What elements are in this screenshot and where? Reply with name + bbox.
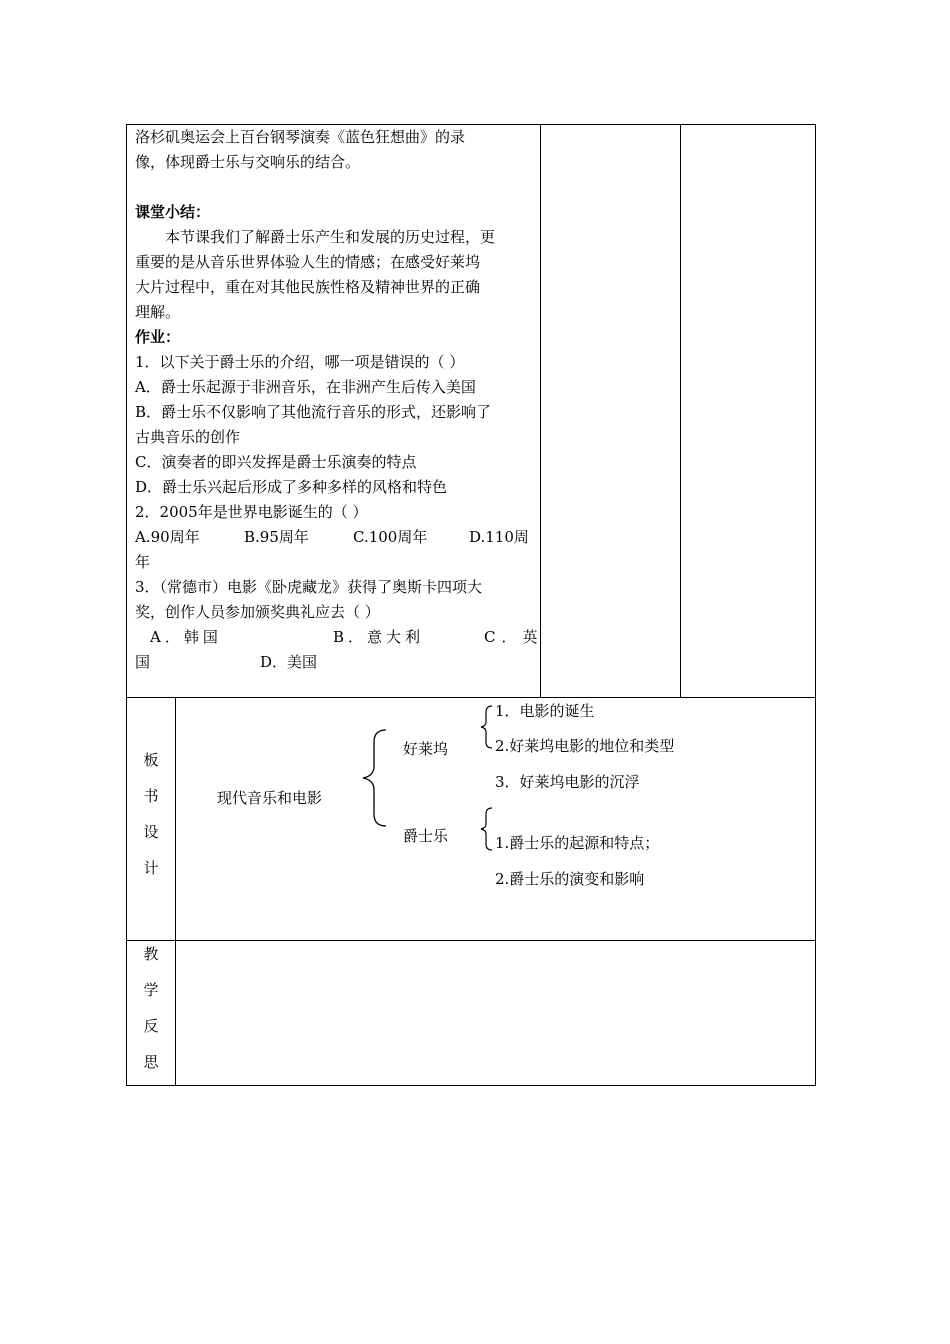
column-divider-1 [540, 124, 541, 698]
question-2-option-d: D.110周 [469, 528, 529, 546]
main-brace-icon [360, 728, 390, 828]
question-3-option-a: A．韩国 [150, 628, 222, 646]
hollywood-item-2: 2.好莱坞电影的地位和类型 [495, 737, 675, 755]
reflection-label-char-3: 反 [143, 1017, 159, 1035]
question-1-option-b-line-1: B．爵士乐不仅影响了其他流行音乐的形式，还影响了 [135, 403, 492, 421]
summary-line-4: 理解。 [135, 303, 181, 321]
question-2-option-c: C.100周年 [353, 528, 428, 546]
summary-heading: 课堂小结： [135, 203, 211, 221]
question-1-option-d: D．爵士乐兴起后形成了多种多样的风格和特色 [135, 478, 448, 496]
question-3-option-c: C．英 [484, 628, 544, 646]
label-column-divider [175, 697, 176, 1086]
question-3-option-d: D．美国 [260, 653, 318, 671]
board-label-char-3: 设 [143, 823, 159, 841]
intro-line-2: 像，体现爵士乐与交响乐的结合。 [135, 153, 361, 171]
question-1-option-a: A．爵士乐起源于非洲音乐，在非洲产生后传入美国 [135, 378, 476, 396]
question-2-option-a: A.90周年 [135, 528, 200, 546]
column-divider-2 [680, 124, 681, 698]
homework-heading: 作业： [135, 328, 181, 346]
board-root-topic: 现代音乐和电影 [217, 789, 323, 807]
board-label-char-2: 书 [143, 787, 159, 805]
table-right-border [815, 124, 816, 1086]
reflection-label-char-4: 思 [143, 1053, 159, 1071]
jazz-item-2: 2.爵士乐的演变和影响 [495, 870, 645, 888]
question-1-option-b-line-2: 古典音乐的创作 [135, 428, 241, 446]
question-2-option-d-wrap: 年 [135, 553, 151, 571]
question-1-option-c: C．演奏者的即兴发挥是爵士乐演奏的特点 [135, 453, 417, 471]
board-label-char-1: 板 [143, 751, 159, 769]
reflection-label-char-1: 教 [143, 945, 159, 963]
hollywood-item-1: 1．电影的诞生 [495, 702, 595, 720]
question-3-option-b: B．意大利 [333, 628, 425, 646]
summary-line-1: 本节课我们了解爵士乐产生和发展的历史过程，更 [165, 228, 496, 246]
summary-line-2: 重要的是从音乐世界体验人生的情感；在感受好莱坞 [135, 253, 481, 271]
hollywood-brace-icon [478, 704, 494, 750]
hollywood-item-3: 3．好莱坞电影的沉浮 [495, 773, 640, 791]
question-2-option-b: B.95周年 [244, 528, 309, 546]
jazz-topic: 爵士乐 [403, 827, 449, 845]
intro-line-1: 洛杉矶奥运会上百台钢琴演奏《蓝色狂想曲》的录 [135, 128, 466, 146]
row-divider-1 [126, 697, 816, 698]
summary-line-3: 大片过程中，重在对其他民族性格及精神世界的正确 [135, 278, 481, 296]
board-label-char-4: 计 [143, 859, 159, 877]
reflection-label-char-2: 学 [143, 981, 159, 999]
question-3-option-c-wrap: 国 [135, 653, 151, 671]
jazz-item-1: 1.爵士乐的起源和特点； [495, 834, 660, 852]
question-2: 2．2005年是世界电影诞生的（ ） [135, 503, 368, 521]
hollywood-topic: 好莱坞 [403, 740, 449, 758]
jazz-brace-icon [478, 806, 494, 852]
question-1: 1．以下关于爵士乐的介绍，哪一项是错误的（ ） [135, 353, 465, 371]
row-divider-2 [126, 940, 816, 941]
question-3-line-2: 奖，创作人员参加颁奖典礼应去（ ） [135, 603, 380, 621]
table-bottom-border [126, 1085, 816, 1086]
question-3-line-1: 3．（常德市）电影《卧虎藏龙》获得了奥斯卡四项大 [135, 578, 483, 596]
table-left-border [126, 124, 127, 1086]
